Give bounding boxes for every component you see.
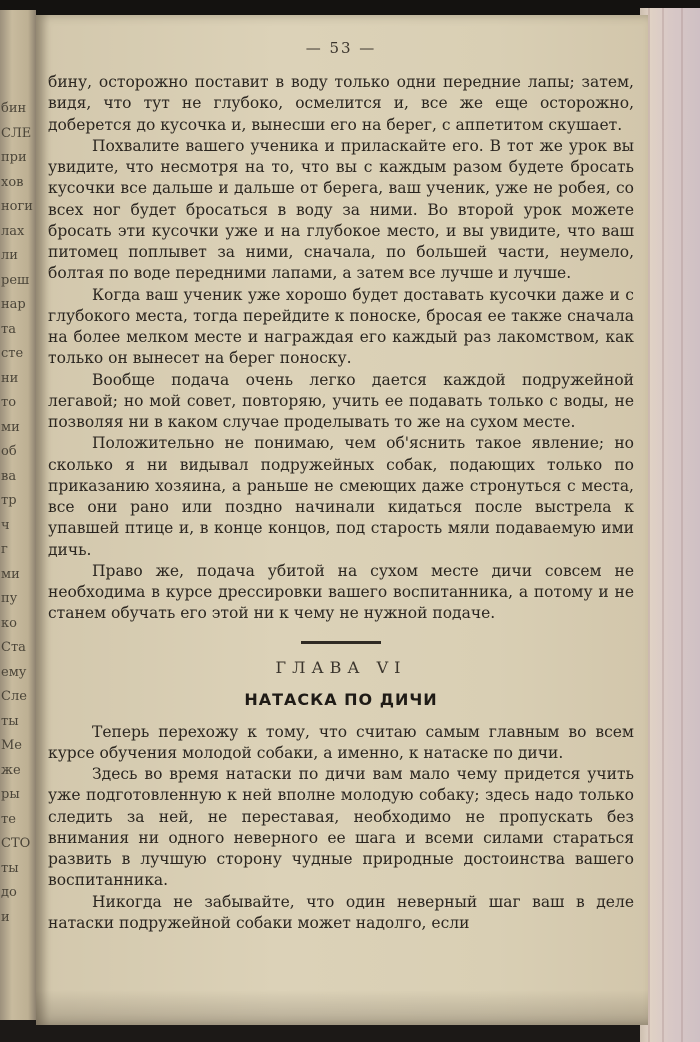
paragraph: Положительно не понимаю, чем об'яснить такое явление; но сколько я ни видывал подружейных собак, подающих только по приказанию хозяина, а раньше не смеющих даже стронуться с места, все они рано или поздно начинали кидаться после выстрела к упавшей птице и, в конце концов, под старость мяли подаваемую ими дичь. [48, 434, 634, 559]
page-edge-streak [662, 8, 664, 1042]
paragraph: Теперь перехожу к тому, что считаю самым главным во всем курсе обучения молодой собаки, а именно, к натаске по дичи. [48, 722, 634, 762]
left-page-text-fragment: нар [1, 297, 26, 312]
left-page-text-fragment: ты [1, 713, 19, 729]
left-facing-page [0, 10, 36, 1020]
left-page-text-fragment: бин [1, 101, 27, 116]
paragraphs-after-chapter [48, 722, 634, 935]
chapter-title: НАТАСКА ПО ДИЧИ [244, 689, 438, 709]
left-page-text-fragment: ко [1, 615, 17, 631]
left-page-text-fragment: то [1, 395, 17, 410]
paragraph: Никогда не забывайте, что один неверный шаг ваш в деле натаски подружейной собаки может надолго, если [48, 892, 634, 932]
left-page-text-fragment: ни [1, 370, 19, 386]
left-page-text-fragment: Ста [1, 640, 26, 655]
left-page-text-fragment: ры [1, 787, 20, 802]
left-page-text-fragment: г [1, 542, 8, 557]
page-shadow [36, 990, 648, 1025]
page-edge-streak [681, 8, 683, 1042]
left-page-text-fragment: ми [1, 566, 20, 582]
paragraph: Похвалите вашего ученика и приласкайте его. В тот же урок вы увидите, что несмотря на то, что вы с каждым разом будете бросать кусочки все дальше и дальше от берега, ваш ученик, уже не робея, со всех ног будет бросаться в воду за ними. Во второй урок можете бросать эти кусочки уже и на глубокое место, и вы увидите, что ваш питомец поплывет за ними, сначала, по большей части, неумело, болтая по воде передними лапами, а затем все лучше и лучше. [48, 136, 634, 283]
page-edge-streak [648, 8, 650, 1042]
left-page-text-fragment: ему [1, 664, 27, 680]
paragraph: Право же, подача убитой на сухом месте дичи совсем не необходима в курсе дрессировки вашего воспитанника, а потому и не станем обучать его этой ни к чему не нужной подаче. [48, 561, 634, 623]
left-page-text-fragment: сте [1, 346, 24, 361]
book-page-edges [640, 8, 700, 1042]
left-page-text-fragment: те [1, 811, 16, 827]
left-page-text-fragment: та [1, 321, 16, 337]
paragraph: Вообще подача очень легко дается каждой подружейной легавой; но мой совет, повторяю, учить ее подавать только с воды, не позволяя ни в каком случае проделывать то же на сухом месте. [48, 370, 634, 431]
paragraph: Здесь во время натаски по дичи вам мало чему придется учить уже подготовленную к ней вполне молодую собаку; здесь надо только следить за ней, не переставая, необходимо не пропускать без внимания ни одного неверного ее шага и всеми силами стараться развить в лучшую сторону чудные природные достоинства вашего воспитанника. [48, 765, 634, 890]
left-page-text-fragment: лах [1, 223, 25, 239]
left-page-text-fragment: об [1, 444, 17, 459]
left-page-text-fragment: и [1, 909, 10, 925]
left-page-text-fragment: СТО [1, 836, 31, 851]
left-page-text-fragment: ли [1, 248, 18, 263]
left-page-text-fragment: же [1, 762, 21, 778]
page-text-block [48, 38, 634, 934]
left-page-text-fragment: ми [1, 419, 20, 435]
left-page-text-fragment: Ме [1, 738, 23, 753]
left-page-text-fragment: хов [1, 174, 24, 190]
left-page-text-fragment: тр [1, 493, 17, 508]
left-page-text-fragment: Сле [1, 689, 27, 704]
section-divider [301, 641, 381, 644]
left-page-text-fragment: ч [1, 517, 10, 533]
left-page-text-fragment: до [1, 885, 17, 900]
chapter-label: ГЛАВА VI [275, 657, 407, 677]
left-page-text-fragment: при [1, 150, 27, 165]
left-page-text-fragment: реш [1, 272, 30, 288]
paragraph: бину, осторожно поставит в воду только одни передние лапы; затем, видя, что тут не глубоко, осмелится и, все же еще осторожно, доберется до кусочка и, вынесши его на берег, с аппетитом скушает. [48, 73, 634, 134]
paragraph: Когда ваш ученик уже хорошо будет доставать кусочки даже и с глубокого места, тогда перейдите к поноске, бросая ее также сначала на более мелком месте и награждая его каждый раз лакомством, как только он вынесет на берег поноску. [48, 285, 634, 368]
left-page-text-fragment: ноги [1, 199, 33, 214]
left-page-text-fragment: СЛЕ [1, 125, 32, 141]
left-page-text-fragment: ва [1, 468, 17, 484]
left-page-text-fragment: пу [1, 591, 18, 606]
left-page-text-fragment: ты [1, 860, 19, 876]
paragraphs-before-chapter [48, 72, 634, 625]
page-number: — 53 — [305, 39, 377, 57]
